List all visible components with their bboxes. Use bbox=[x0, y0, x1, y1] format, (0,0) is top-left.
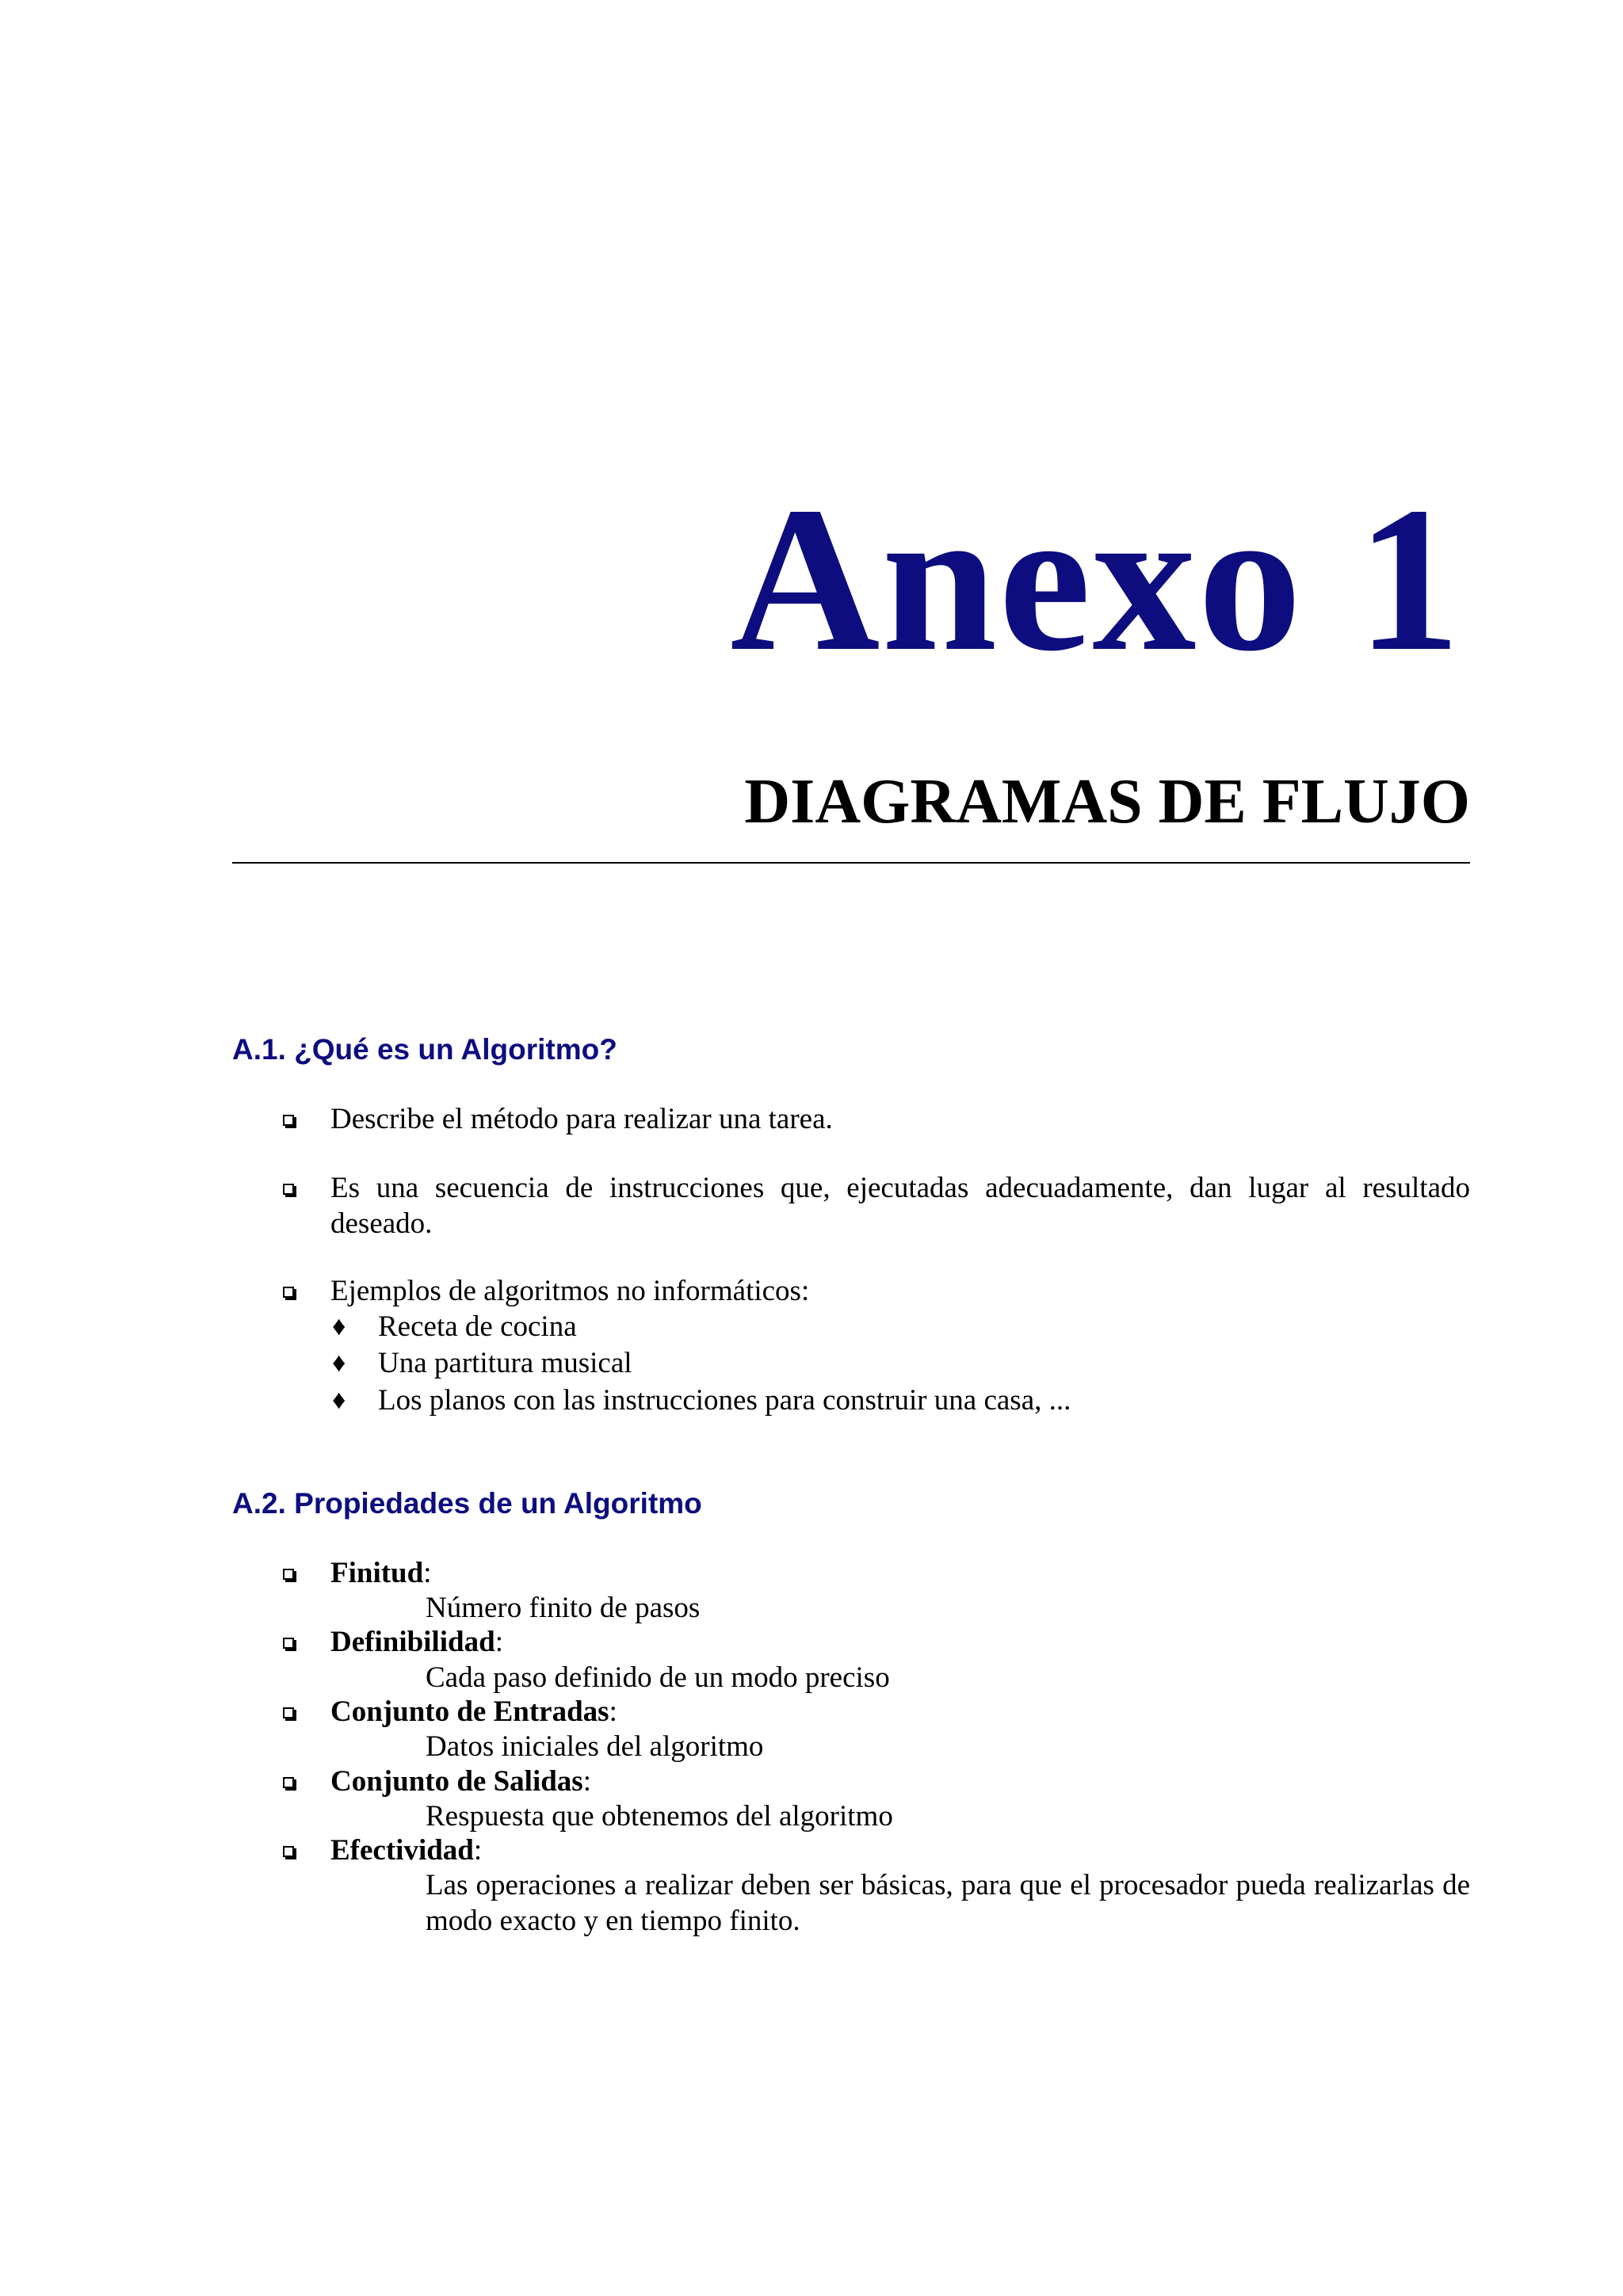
property-label: Conjunto de Entradas bbox=[330, 1695, 609, 1728]
property-colon: : bbox=[609, 1695, 617, 1728]
property-colon: : bbox=[423, 1557, 432, 1589]
property-description: Las operaciones a realizar deben ser básicas, para que el procesador pueda realizarlas de modo exacto y en tiempo finito. bbox=[426, 1869, 1470, 1937]
checkbox-bullet-icon bbox=[283, 1638, 294, 1649]
property-colon: : bbox=[495, 1626, 503, 1658]
property-label: Definibilidad bbox=[330, 1626, 495, 1658]
property-colon: : bbox=[473, 1834, 483, 1867]
property-description: Respuesta que obtenemos del algoritmo bbox=[426, 1800, 893, 1833]
title-divider bbox=[232, 862, 1470, 864]
property-item-efectividad bbox=[330, 1833, 1470, 1868]
sub-list-item-text: Receta de cocina bbox=[378, 1310, 577, 1343]
diamond-bullet-icon: ♦ bbox=[332, 1386, 346, 1415]
property-description: Datos iniciales del algoritmo bbox=[426, 1730, 764, 1763]
property-colon: : bbox=[582, 1765, 591, 1798]
checkbox-bullet-icon bbox=[283, 1184, 294, 1195]
diamond-bullet-icon: ♦ bbox=[332, 1312, 346, 1341]
property-item-definibilidad bbox=[330, 1624, 1470, 1660]
property-item-salidas bbox=[330, 1764, 1470, 1799]
checkbox-bullet-icon bbox=[283, 1115, 294, 1126]
checkbox-bullet-icon bbox=[283, 1707, 294, 1718]
list-item bbox=[330, 1273, 1470, 1309]
list-item-text: Describe el método para realizar una tarea. bbox=[330, 1103, 833, 1135]
sub-list-item bbox=[332, 1309, 577, 1344]
section-heading-algorithm: A.1. ¿Qué es un Algoritmo? bbox=[232, 1033, 617, 1066]
property-item-entradas bbox=[330, 1694, 1470, 1730]
property-label: Efectividad bbox=[330, 1834, 474, 1867]
sub-list-item bbox=[332, 1383, 1071, 1418]
checkbox-bullet-icon bbox=[283, 1777, 294, 1788]
property-label: Finitud bbox=[330, 1557, 424, 1589]
property-item-finitud bbox=[330, 1555, 1470, 1591]
sub-list-item-text: Una partitura musical bbox=[378, 1347, 632, 1379]
sub-list-item bbox=[332, 1345, 632, 1381]
list-item-text: Es una secuencia de instrucciones que, ejecutadas adecuadamente, dan lugar al resultado deseado. bbox=[330, 1172, 1470, 1240]
annex-title: Anexo 1 bbox=[730, 464, 1462, 694]
checkbox-bullet-icon bbox=[283, 1287, 294, 1298]
checkbox-bullet-icon bbox=[283, 1569, 294, 1580]
checkbox-bullet-icon bbox=[283, 1846, 294, 1857]
sub-list-item-text: Los planos con las instrucciones para construir una casa, ... bbox=[378, 1384, 1071, 1417]
diamond-bullet-icon: ♦ bbox=[332, 1348, 346, 1378]
chapter-title: DIAGRAMAS DE FLUJO bbox=[744, 767, 1470, 837]
section-heading-properties: A.2. Propiedades de un Algoritmo bbox=[232, 1487, 702, 1520]
property-description: Número finito de pasos bbox=[426, 1592, 701, 1624]
list-item bbox=[330, 1170, 1470, 1241]
property-description: Cada paso definido de un modo preciso bbox=[426, 1661, 890, 1694]
property-label: Conjunto de Salidas bbox=[330, 1765, 583, 1798]
list-item-text: Ejemplos de algoritmos no informáticos: bbox=[330, 1275, 810, 1307]
list-item bbox=[330, 1101, 1470, 1137]
